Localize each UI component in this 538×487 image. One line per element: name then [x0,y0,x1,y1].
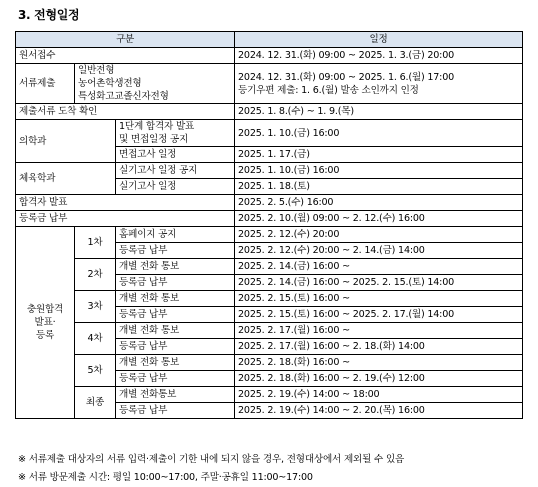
row-sublabel: 등록금 납부 [116,243,235,259]
round-label: 5차 [75,355,116,387]
row-sublabel: 개별 전화 통보 [116,259,235,275]
row-date: 2025. 1. 10.(금) 16:00 [235,163,523,179]
round-label: 2차 [75,259,116,291]
note-document-deadline: ※ 서류제출 대상자의 서류 입력·제출이 기한 내에 되지 않을 경우, 전형대상에서 제외될 수 있음 [18,454,405,465]
document-type: 일반전형 [78,65,115,76]
row-label: 서류제출 [16,64,75,104]
sublabel-line: 1단계 합격자 발표 [119,121,195,132]
row-sublabel: 등록금 납부 [116,307,235,323]
row-date: 2025. 2. 14.(금) 16:00 ~ [235,259,523,275]
round-label: 4차 [75,323,116,355]
round-label: 최종 [75,387,116,419]
row-sublabel: 개별 전화 통보 [116,323,235,339]
table-row [16,227,523,243]
table-row [16,355,523,371]
document-type: 농어촌학생전형 [78,78,142,89]
row-sublabel: 면접고사 일정 [116,147,235,163]
label-line: 발표· [34,317,56,328]
row-date: 2025. 2. 15.(토) 16:00 ~ [235,291,523,307]
schedule-table [15,31,523,419]
table-row [16,259,523,275]
row-sublabel: 실기고사 일정 [116,179,235,195]
document-types [75,64,235,104]
date-line: 2024. 12. 31.(화) 09:00 ~ 2025. 1. 6.(월) 17:00 [238,71,455,83]
date-note: 등기우편 제출: 1. 6.(월) 발송 소인까지 인정 [238,84,419,96]
document-type: 특성화고교졸신자전형 [78,91,169,102]
row-date: 2025. 2. 19.(수) 14:00 ~ 18:00 [235,387,523,403]
row-date: 2025. 2. 19.(수) 14:00 ~ 2. 20.(목) 16:00 [235,403,523,419]
section-title: 3. 전형일정 [18,8,80,22]
row-label: 합격자 발표 [16,195,235,211]
row-sublabel: 개별 전화 통보 [116,355,235,371]
row-label: 의학과 [16,120,116,163]
row-date: 2025. 2. 14.(금) 16:00 ~ 2025. 2. 15.(토) 14:00 [235,275,523,291]
table-row [16,64,523,104]
row-label: 제출서류 도착 확인 [16,104,235,120]
label-line: 충원합격 [26,304,64,315]
row-date: 2025. 2. 5.(수) 16:00 [235,195,523,211]
row-date: 2025. 1. 17.(금) [235,147,523,163]
row-label: 등록금 납부 [16,211,235,227]
row-sublabel: 개별 전화통보 [116,387,235,403]
row-sublabel: 실기고사 일정 공지 [116,163,235,179]
row-date: 2025. 2. 18.(화) 16:00 ~ 2. 19.(수) 12:00 [235,371,523,387]
header-schedule: 일정 [235,32,523,48]
note-visit-hours: ※ 서류 방문제출 시간: 평일 10:00~17:00, 주말·공휴일 11:00~17:00 [18,472,313,483]
row-sublabel: 등록금 납부 [116,275,235,291]
row-date: 2025. 2. 17.(월) 16:00 ~ [235,323,523,339]
row-sublabel: 홈페이지 공지 [116,227,235,243]
row-date [235,64,523,104]
row-date: 2025. 2. 12.(수) 20:00 [235,227,523,243]
row-date: 2025. 1. 8.(수) ~ 1. 9.(목) [235,104,523,120]
table-row [16,291,523,307]
table-row [16,163,523,179]
table-row [16,387,523,403]
row-sublabel: 등록금 납부 [116,371,235,387]
extra-admission-label [16,227,75,419]
row-sublabel: 등록금 납부 [116,403,235,419]
row-date: 2025. 2. 17.(월) 16:00 ~ 2. 18.(화) 14:00 [235,339,523,355]
row-sublabel: 등록금 납부 [116,339,235,355]
row-date: 2025. 1. 18.(토) [235,179,523,195]
header-category: 구분 [16,32,235,48]
row-sublabel [116,120,235,147]
sublabel-line: 및 면접일정 공지 [119,134,189,145]
row-label: 체육학과 [16,163,116,195]
round-label: 3차 [75,291,116,323]
table-header-row [16,32,523,48]
row-date: 2025. 1. 10.(금) 16:00 [235,120,523,147]
row-date: 2025. 2. 18.(화) 16:00 ~ [235,355,523,371]
table-row [16,48,523,64]
table-row [16,120,523,147]
round-label: 1차 [75,227,116,259]
row-sublabel: 개별 전화 통보 [116,291,235,307]
label-line: 등록 [35,330,55,341]
table-row [16,104,523,120]
row-label: 원서접수 [16,48,235,64]
row-date: 2025. 2. 10.(월) 09:00 ~ 2. 12.(수) 16:00 [235,211,523,227]
row-date: 2025. 2. 12.(수) 20:00 ~ 2. 14.(금) 14:00 [235,243,523,259]
table-row [16,211,523,227]
row-date: 2024. 12. 31.(화) 09:00 ~ 2025. 1. 3.(금) 20:00 [235,48,523,64]
table-row [16,195,523,211]
row-date: 2025. 2. 15.(토) 16:00 ~ 2025. 2. 17.(월) 14:00 [235,307,523,323]
table-row [16,323,523,339]
